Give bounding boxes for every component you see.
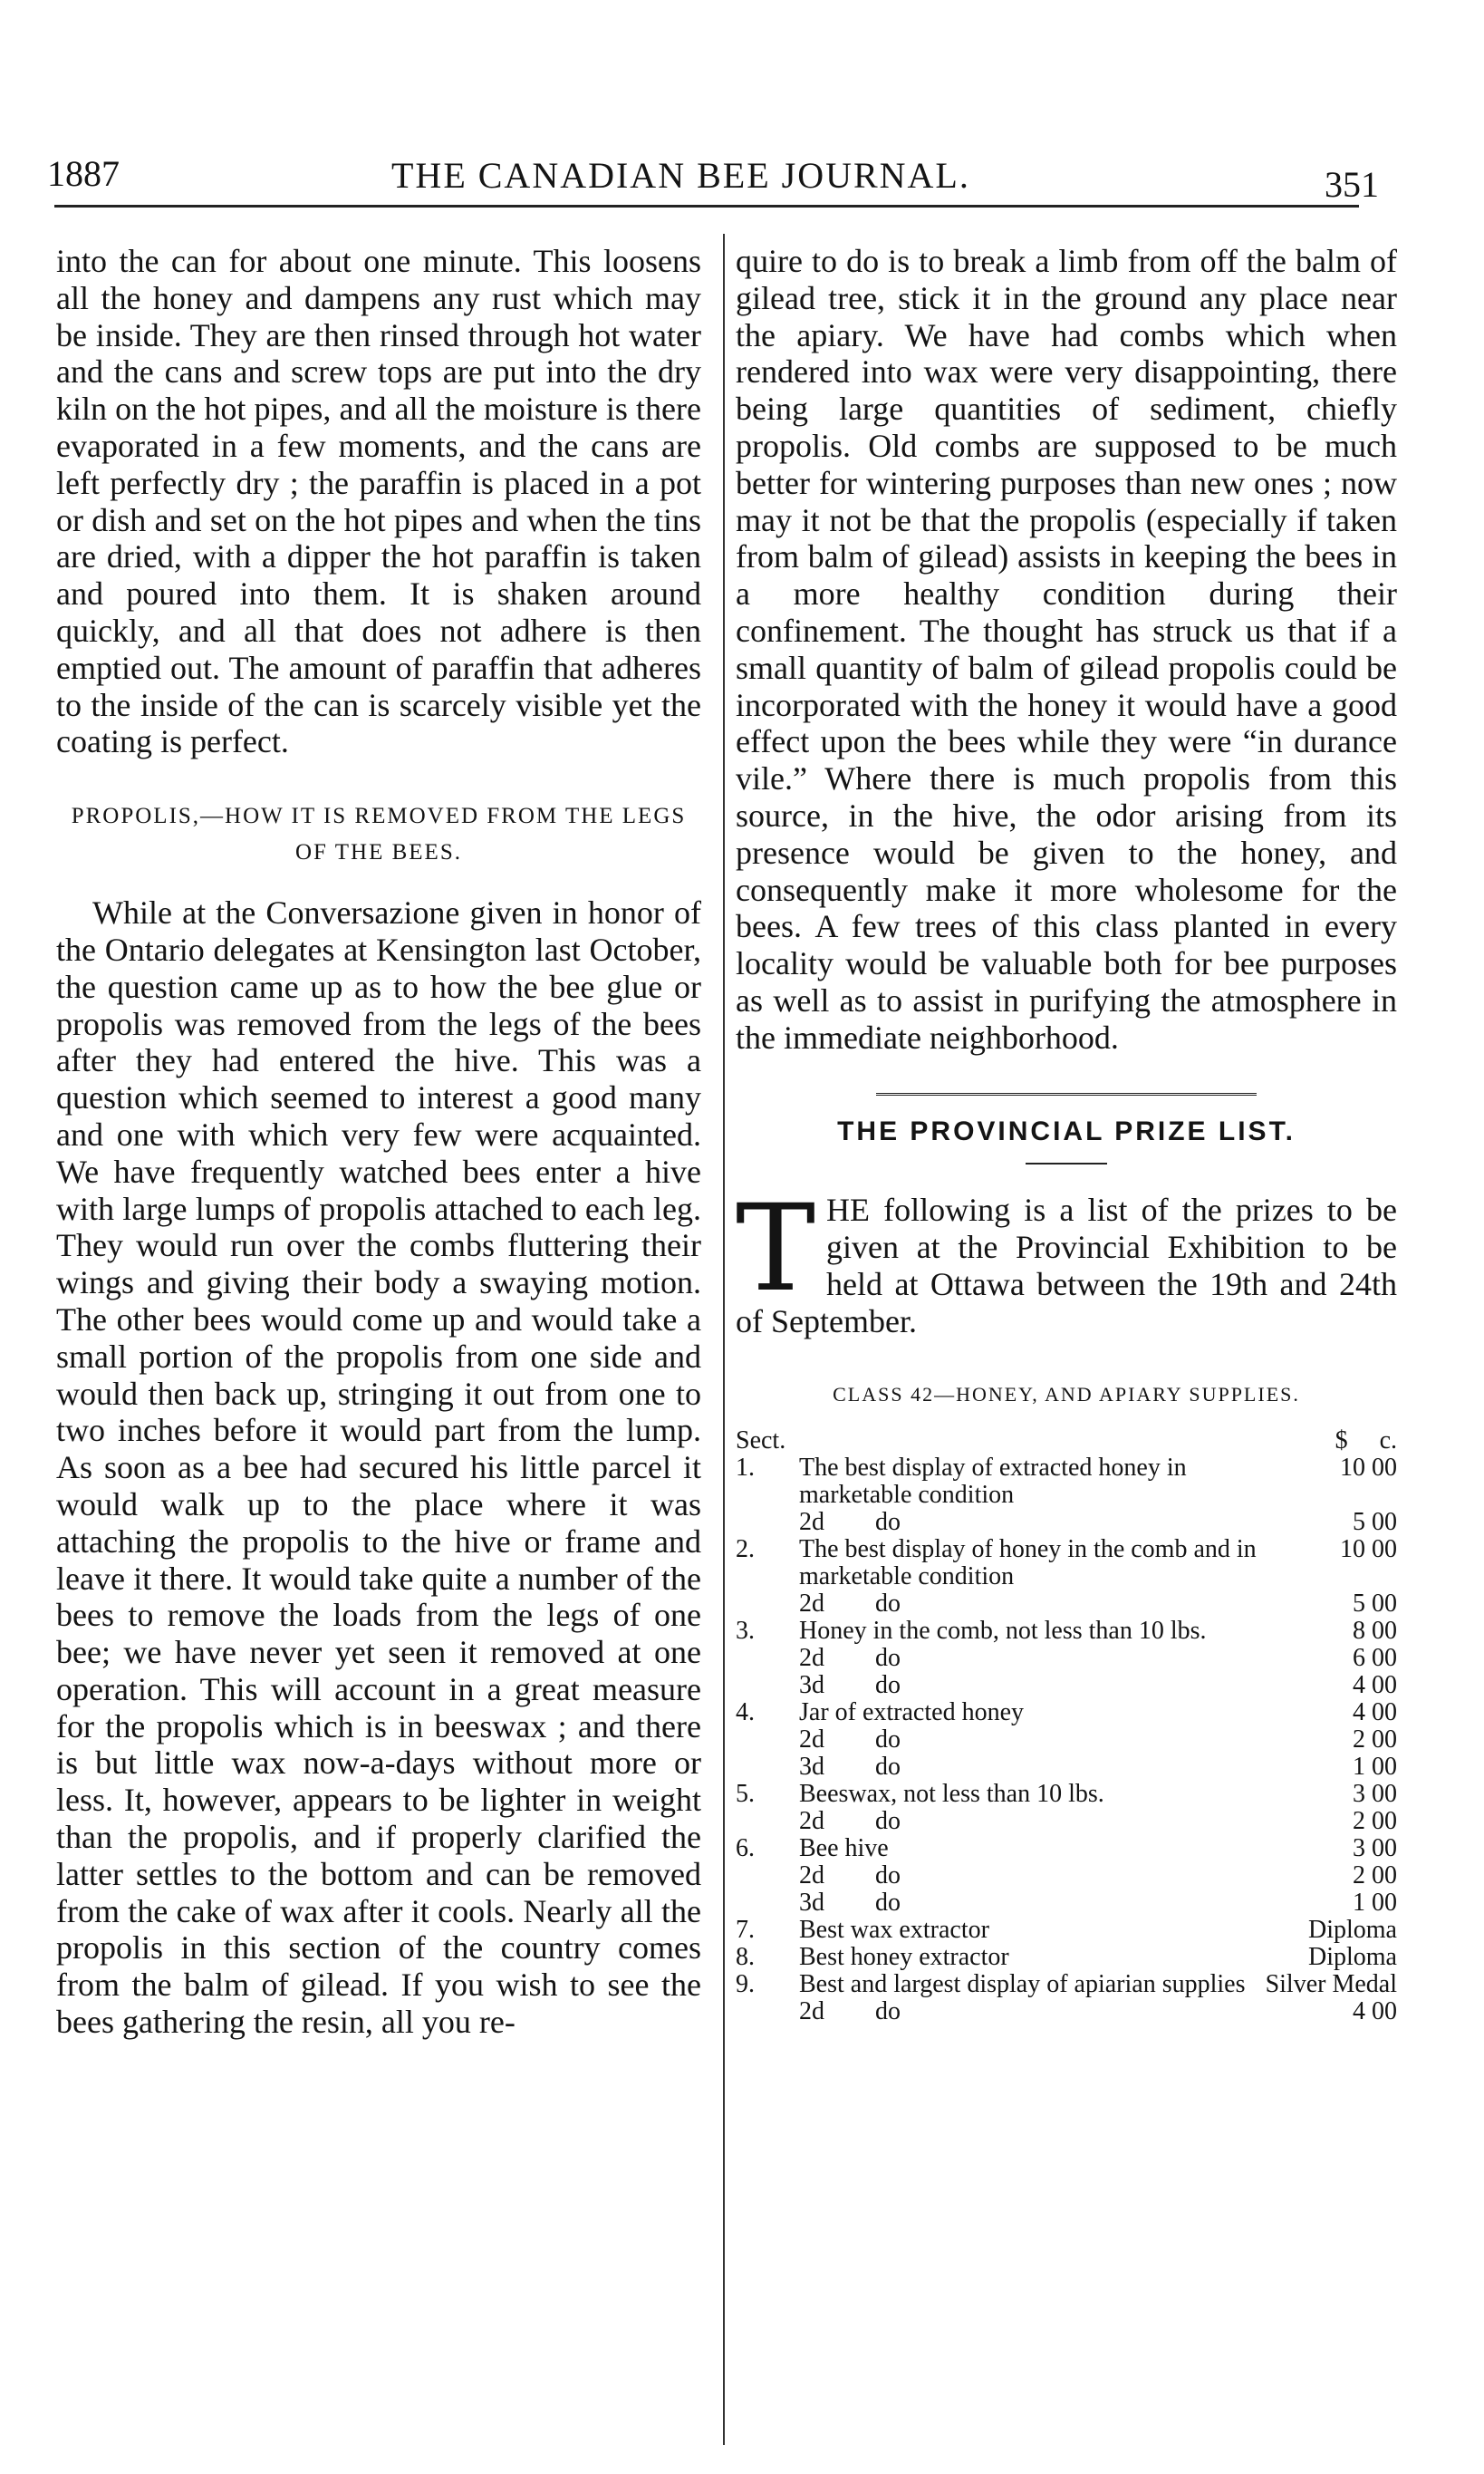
dollars-header: $ bbox=[1335, 1426, 1348, 1455]
amount-header bbox=[1266, 1427, 1397, 1454]
prize-section-number: 8. bbox=[736, 1943, 755, 1972]
prize-row bbox=[736, 1971, 1397, 1998]
sect-header: Sect. bbox=[736, 1426, 786, 1455]
prize-description: Honey in the comb, not less than 10 lbs. bbox=[799, 1617, 1207, 1646]
prize-intro-text: HE following is a list of the prizes to be given at the Provincial Exhibition to be held at Ottawa between the 19th and 24th of September. bbox=[736, 1192, 1397, 1339]
prize-section-number bbox=[736, 1672, 799, 1699]
prize-section-number: 3. bbox=[736, 1617, 755, 1646]
section-ornament-rule bbox=[876, 1093, 1257, 1101]
prize-section-number bbox=[736, 1889, 799, 1917]
prize-section-number: 5. bbox=[736, 1780, 755, 1809]
prize-amount: 2 00 bbox=[1353, 1725, 1397, 1754]
prize-row bbox=[736, 1699, 1397, 1726]
prize-section-number bbox=[736, 1726, 799, 1754]
prize-amount: 1 00 bbox=[1353, 1753, 1397, 1782]
prize-description: The best display of honey in the comb and in marketable condition bbox=[799, 1535, 1263, 1591]
prize-amount: 2 00 bbox=[1353, 1861, 1397, 1890]
prize-description: Best honey extractor bbox=[799, 1943, 1009, 1972]
right-column bbox=[736, 243, 1397, 2025]
prize-amount: 4 00 bbox=[1353, 1671, 1397, 1700]
prize-row bbox=[736, 1726, 1397, 1754]
prize-row bbox=[736, 1509, 1397, 1536]
prize-row bbox=[736, 1672, 1397, 1699]
prize-description: Beeswax, not less than 10 lbs. bbox=[799, 1780, 1104, 1809]
cents-header: c. bbox=[1379, 1426, 1397, 1455]
prize-intro bbox=[736, 1179, 1397, 1339]
prize-row bbox=[736, 1835, 1397, 1862]
prize-amount: Diploma bbox=[1308, 1916, 1397, 1945]
prize-amount: 4 00 bbox=[1353, 1997, 1397, 2026]
left-paragraph-2: While at the Conversazione given in honor of the Ontario delegates at Kensington last October, the question came up as to how the bee glue or propolis was removed from the legs of the bees after they had entered the hive. This was a question which seemed to interest a good many and one with which very few were acquainted. We have frequently watched bees enter a hive with large lumps of propolis attached to each leg. They would run over the combs fluttering their wings and giving their body a swaying motion. The other bees would come up and would take a small portion of the propolis from one side and would then back up, stringing it out from one to two inches before it would part from the lump. As soon as a bee had secured his little parcel it would walk up to the place where it was attaching the propolis to the hive or frame and leave it there. It would take quite a number of the bees to remove the loads from the legs of one bee; we have never yet seen it removed at one operation. This will account in a great measure for the propolis which is in beeswax ; and there is but little wax now-a-days without more or less. It, however, appears to be lighter in weight than the propolis, and if properly clarified the latter settles to the bottom and can be removed from the cake of wax after it cools. Nearly all the propolis in this section of the country comes from the balm of gilead. If you wish to see the bees gathering the resin, all you re- bbox=[56, 894, 701, 2041]
prize-section-number bbox=[736, 1998, 799, 2025]
prize-description: Jar of extracted honey bbox=[799, 1698, 1024, 1727]
prize-row bbox=[736, 1808, 1397, 1835]
page-header bbox=[47, 136, 1406, 205]
prize-section-number bbox=[736, 1862, 799, 1889]
prize-amount: 6 00 bbox=[1353, 1644, 1397, 1673]
prize-row bbox=[736, 1618, 1397, 1645]
prize-table bbox=[736, 1427, 1397, 2025]
prize-section-number: 2. bbox=[736, 1535, 755, 1564]
prize-description: 3d do bbox=[799, 1889, 901, 1918]
prize-amount: 4 00 bbox=[1353, 1698, 1397, 1727]
right-paragraph-1: quire to do is to break a limb from off the balm of gilead tree, stick it in the ground any place near the apiary. We have had combs which when rendered into wax were very disappointing, there being large quantities of sediment, chiefly propolis. Old combs are supposed to be much better for wintering purposes than new ones ; now may it not be that the propolis (especially if taken from balm of gilead) assists in keeping the bees in a more healthy condition during their confinement. The thought has struck us that if a small quantity of balm of gilead propolis could be incorporated with the honey it would have a good effect upon the bees while they were “in durance vile.” Where there is much propolis from this source, in the hive, the odor arising from its presence would be given to the honey, and consequently make it more wholesome for the bees. A few trees of this class planted in every locality would be valuable both for bee purposes as well as to assist in purifying the atmosphere in the immediate neighborhood. bbox=[736, 243, 1397, 1056]
prize-description: 2d do bbox=[799, 1807, 901, 1836]
prize-amount: Silver Medal bbox=[1265, 1970, 1397, 1999]
prize-row bbox=[736, 1754, 1397, 1781]
prize-row bbox=[736, 1889, 1397, 1917]
propolis-subheading: PROPOLIS,—HOW IT IS REMOVED FROM THE LEGS OF THE BEES. bbox=[71, 804, 687, 865]
prize-description: 2d do bbox=[799, 1997, 901, 2026]
prize-amount: 8 00 bbox=[1353, 1617, 1397, 1646]
prize-amount: 1 00 bbox=[1353, 1889, 1397, 1918]
prize-row bbox=[736, 1862, 1397, 1889]
dropcap-letter: T bbox=[736, 1179, 816, 1319]
header-title: THE CANADIAN BEE JOURNAL. bbox=[391, 155, 970, 196]
prize-description: Best and largest display of apiarian supplies bbox=[799, 1970, 1246, 1999]
prize-section-number: 4. bbox=[736, 1698, 755, 1727]
left-paragraph-1: into the can for about one minute. This loosens all the honey and dampens any rust which may be inside. They are then rinsed through hot water and the cans and screw tops are put into the dry kiln on the hot pipes, and all the moisture is there evaporated in a few moments, and the cans are left perfectly dry ; the paraffin is placed in a pot or dish and set on the hot pipes and when the tins are dried, with a dipper the hot paraffin is taken and poured into them. It is shaken around quickly, and all that does not adhere is then emptied out. The amount of paraffin that adheres to the inside of the can is scarcely visible yet the coating is perfect. bbox=[56, 243, 701, 760]
prize-row bbox=[736, 1917, 1397, 1944]
prize-amount: 3 00 bbox=[1353, 1834, 1397, 1863]
column-divider bbox=[723, 234, 725, 2445]
prize-amount: 10 00 bbox=[1340, 1454, 1397, 1483]
prize-row bbox=[736, 1590, 1397, 1618]
prize-amount: 5 00 bbox=[1353, 1590, 1397, 1619]
prize-row bbox=[736, 1998, 1397, 2025]
prize-description: The best display of extracted honey in marketable condition bbox=[799, 1454, 1193, 1510]
prize-description: 2d do bbox=[799, 1644, 901, 1673]
prize-section-number: 6. bbox=[736, 1834, 755, 1863]
prize-description: 2d do bbox=[799, 1590, 901, 1619]
prize-row bbox=[736, 1536, 1397, 1590]
header-page-number: 351 bbox=[1325, 164, 1379, 205]
prize-section-number bbox=[736, 1590, 799, 1618]
prize-amount: Diploma bbox=[1308, 1943, 1397, 1972]
prize-description: Bee hive bbox=[799, 1834, 889, 1863]
title-underline bbox=[1026, 1163, 1107, 1165]
class-heading: CLASS 42—HONEY, AND APIARY SUPPLIES. bbox=[833, 1382, 1300, 1406]
prize-amount: 2 00 bbox=[1353, 1807, 1397, 1836]
prize-row bbox=[736, 1781, 1397, 1808]
prize-description: Best wax extractor bbox=[799, 1916, 989, 1945]
prize-description: 2d do bbox=[799, 1725, 901, 1754]
prize-row bbox=[736, 1454, 1397, 1509]
prize-amount: 3 00 bbox=[1353, 1780, 1397, 1809]
prize-row bbox=[736, 1944, 1397, 1971]
prize-section-number bbox=[736, 1754, 799, 1781]
prize-section-number: 7. bbox=[736, 1916, 755, 1945]
header-year: 1887 bbox=[47, 153, 120, 194]
prize-section-number bbox=[736, 1808, 799, 1835]
prize-section-number: 9. bbox=[736, 1970, 755, 1999]
left-column bbox=[56, 243, 701, 2041]
prize-row bbox=[736, 1645, 1397, 1672]
prize-amount: 10 00 bbox=[1340, 1535, 1397, 1564]
prize-description: 2d do bbox=[799, 1508, 901, 1537]
prize-description: 2d do bbox=[799, 1861, 901, 1890]
prize-section-number bbox=[736, 1645, 799, 1672]
header-rule bbox=[54, 205, 1359, 208]
prize-amount: 5 00 bbox=[1353, 1508, 1397, 1537]
prize-section-number: 1. bbox=[736, 1454, 755, 1483]
prize-section-number bbox=[736, 1509, 799, 1536]
prize-table-header bbox=[736, 1427, 1397, 1454]
prize-description: 3d do bbox=[799, 1753, 901, 1782]
prize-list-title: THE PROVINCIAL PRIZE LIST. bbox=[837, 1116, 1296, 1146]
prize-description: 3d do bbox=[799, 1671, 901, 1700]
